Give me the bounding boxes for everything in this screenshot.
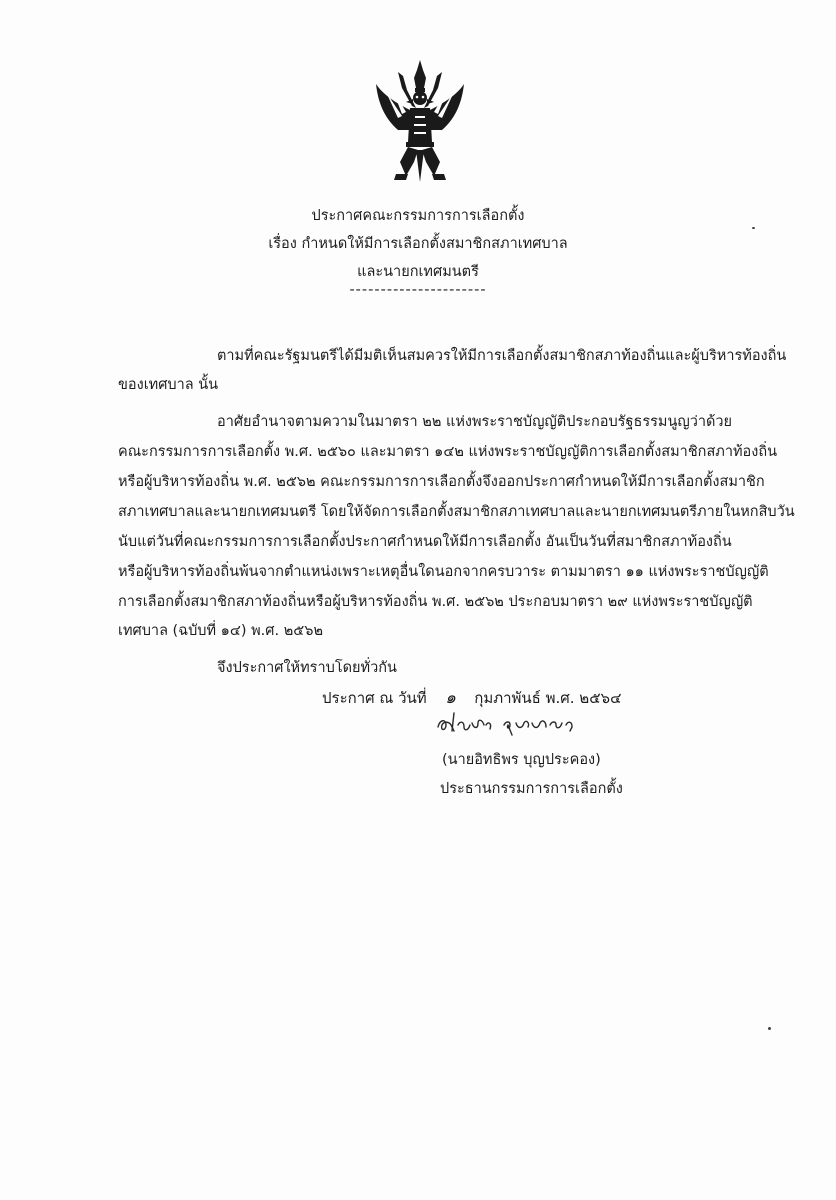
signature-icon bbox=[432, 707, 592, 741]
paragraph-2-line-7: การเลือกตั้งสมาชิกสภาท้องถิ่นหรือผู้บริหารท้องถิ่น พ.ศ. ๒๕๖๒ ประกอบมาตรา ๒๙ แห่งพระราชบัญญัติ bbox=[118, 594, 753, 610]
scan-speck bbox=[752, 227, 755, 229]
announcement-title: ประกาศคณะกรรมการการเลือกตั้ง bbox=[311, 208, 525, 224]
paragraph-2-line-1: อาศัยอำนาจตามความในมาตรา ๒๒ แห่งพระราชบัญญัติประกอบรัฐธรรมนูญว่าด้วย bbox=[217, 414, 733, 430]
announcement-subject: เรื่อง กำหนดให้มีการเลือกตั้งสมาชิกสภาเทศบาล bbox=[268, 236, 568, 252]
paragraph-2-line-4: สภาเทศบาลและนายกเทศมนตรี โดยให้จัดการเลือกตั้งสมาชิกสภาเทศบาลและนายกเทศมนตรีภายในหกสิบวัน bbox=[118, 504, 795, 520]
garuda-emblem-icon bbox=[372, 58, 468, 186]
signatory-position: ประธานกรรมการการเลือกตั้ง bbox=[440, 781, 623, 797]
signatory-name: (นายอิทธิพร บุญประคอง) bbox=[442, 752, 601, 768]
paragraph-2-line-6: หรือผู้บริหารท้องถิ่นพ้นจากตำแหน่งเพราะเหตุอื่นใดนอกจากครบวาระ ตามมาตรา ๑๑ แห่งพระราชบัญญัติ bbox=[118, 564, 769, 580]
dateline bbox=[322, 688, 621, 708]
dateline-prefix: ประกาศ ณ วันที่ bbox=[322, 689, 427, 707]
paragraph-1-line-1: ตามที่คณะรัฐมนตรีได้มีมติเห็นสมควรให้มีการเลือกตั้งสมาชิกสภาท้องถิ่นและผู้บริหารท้องถิ่น bbox=[217, 348, 787, 364]
announce-statement: จึงประกาศให้ทราบโดยทั่วกัน bbox=[217, 660, 397, 676]
announcement-subject-cont: และนายกเทศมนตรี bbox=[357, 264, 479, 280]
dateline-day: ๑ bbox=[445, 688, 456, 708]
paragraph-2-line-2: คณะกรรมการการเลือกตั้ง พ.ศ. ๒๕๖๐ และมาตรา ๑๔๒ แห่งพระราชบัญญัติการเลือกตั้งสมาชิกสภาท้องถิ่น bbox=[118, 444, 778, 460]
paragraph-2-line-8: เทศบาล (ฉบับที่ ๑๔) พ.ศ. ๒๕๖๒ bbox=[118, 623, 323, 639]
title-separator: ---------------------- bbox=[349, 282, 487, 298]
paragraph-2-line-3: หรือผู้บริหารท้องถิ่น พ.ศ. ๒๕๖๒ คณะกรรมการการเลือกตั้งจึงออกประกาศกำหนดให้มีการเลือกตั้งสมาชิก bbox=[118, 474, 765, 490]
scan-speck bbox=[768, 1027, 771, 1030]
paragraph-2-line-5: นับแต่วันที่คณะกรรมการการเลือกตั้งประกาศกำหนดให้มีการเลือกตั้ง อันเป็นวันที่สมาชิกสภาท้องถิ่น bbox=[118, 534, 732, 550]
dateline-month-year: กุมภาพันธ์ พ.ศ. ๒๕๖๔ bbox=[474, 689, 622, 707]
paragraph-1-line-2: ของเทศบาล นั้น bbox=[118, 377, 219, 393]
